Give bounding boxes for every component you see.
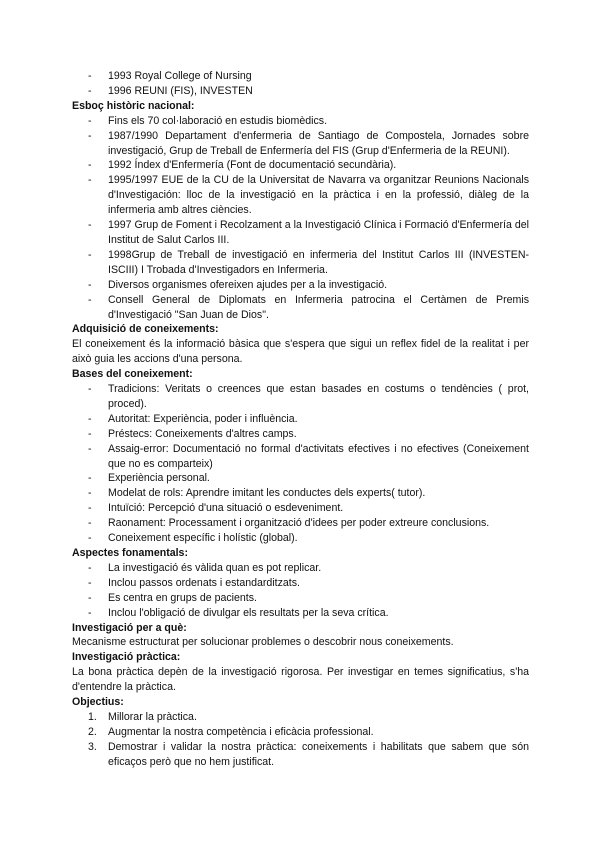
knowledge-acquisition-text: El coneixement és la informació bàsica que s'espera que sigui un reflex fidel de la realitat i per això guia les accions d'una persona. <box>72 338 529 366</box>
knowledge-bases-list <box>72 382 529 546</box>
list-item: - 1993 Royal College of Nursing <box>72 69 529 84</box>
list-item: - 1992 Índex d'Enfermería (Font de documentació secundària). <box>72 158 529 173</box>
list-item-text: Augmentar la nostra competència i eficàcia professional. <box>108 725 374 738</box>
list-item: - Autoritat: Experiència, poder i influència. <box>72 412 529 427</box>
practical-research-text: La bona pràctica depèn de la investigació rigorosa. Per investigar en temes significatius, s'ha d'entendre la pràctica. <box>72 666 529 694</box>
research-purpose-text: Mecanisme estructurat per solucionar problemes o descobrir nous coneixements. <box>72 636 454 649</box>
list-item: - Inclou passos ordenats i estandarditzats. <box>72 576 529 591</box>
section-heading-national-history: Esboç històric nacional: <box>72 99 195 112</box>
national-history-list <box>72 114 529 323</box>
list-item: - Préstecs: Coneixements d'altres camps. <box>72 427 529 442</box>
list-item: - Coneixement específic i holístic (global). <box>72 531 529 546</box>
objectives-list <box>72 710 529 770</box>
list-item <box>72 740 529 770</box>
list-item: - Assaig-error: Documentació no formal d'activitats efectives i no efectives (Coneixement que no es comparteix) <box>72 442 529 472</box>
list-item: - Intuïció: Percepció d'una situació o esdeveniment. <box>72 501 529 516</box>
fundamental-aspects-list <box>72 561 529 621</box>
list-item: - Inclou l'obligació de divulgar els resultats per la seva crítica. <box>72 606 529 621</box>
list-item: - Es centra en grups de pacients. <box>72 591 529 606</box>
list-item: - Diversos organismes ofereixen ajudes per a la investigació. <box>72 278 529 293</box>
list-item: - Raonament: Processament i organització d'idees per poder extreure conclusions. <box>72 516 529 531</box>
list-item: - 1996 REUNI (FIS), INVESTEN <box>72 84 529 99</box>
list-item: - 1997 Grup de Foment i Recolzament a la Investigació Clínica i Formació d'Enfermería del Institut de Salut Carlos III. <box>72 218 529 248</box>
list-item <box>72 710 529 725</box>
list-item: - 1995/1997 EUE de la CU de la Universitat de Navarra va organitzar Reunions Nacionals d'Investigación: lloc de la investigació en la pràctica i en la professió, diàleg de la infermeria amb altres ciències. <box>72 173 529 218</box>
list-item <box>72 725 529 740</box>
list-number: 2. <box>88 725 97 738</box>
document-page <box>72 69 529 770</box>
list-item-text: Demostrar i validar la nostra pràctica: coneixements i habilitats que sabem que són eficaços però que no hem justificat. <box>108 740 529 768</box>
list-item: - Consell General de Diplomats en Infermeria patrocina el Certàmen de Premis d'Investigació "San Juan de Dios". <box>72 293 529 323</box>
list-number: 3. <box>88 740 97 753</box>
list-item: - Modelat de rols: Aprendre imitant les conductes dels experts( tutor). <box>72 486 529 501</box>
section-heading-knowledge-acquisition: Adquisició de coneixements: <box>72 323 219 336</box>
international-history-list <box>72 69 529 99</box>
list-item: - Fins els 70 col·laboració en estudis biomèdics. <box>72 114 529 129</box>
list-item: - La investigació és vàlida quan es pot replicar. <box>72 561 529 576</box>
list-number: 1. <box>88 710 97 723</box>
list-item: - Experiència personal. <box>72 471 529 486</box>
section-heading-fundamental-aspects: Aspectes fonamentals: <box>72 547 188 559</box>
section-heading-practical-research: Investigació pràctica: <box>72 651 181 664</box>
list-item: - 1987/1990 Departament d'enfermeria de Santiago de Compostela, Jornades sobre investigació, Grup de Treball de Enfermería del FIS (Grup d'Enfermeria de la REUNI). <box>72 129 529 159</box>
section-heading-knowledge-bases: Bases del coneixement: <box>72 368 193 381</box>
section-heading-research-purpose: Investigació per a què: <box>72 621 187 634</box>
section-heading-objectives: Objectius: <box>72 696 124 709</box>
list-item: - 1998Grup de Treball de investigació en infermeria del Institut Carlos III (INVESTEN-ISCIII) I Trobada d'Investigadors en Infermeria. <box>72 248 529 278</box>
list-item-text: Millorar la pràctica. <box>108 710 197 723</box>
list-item: - Tradicions: Veritats o creences que estan basades en costums o tendències ( prot, proced). <box>72 382 529 412</box>
